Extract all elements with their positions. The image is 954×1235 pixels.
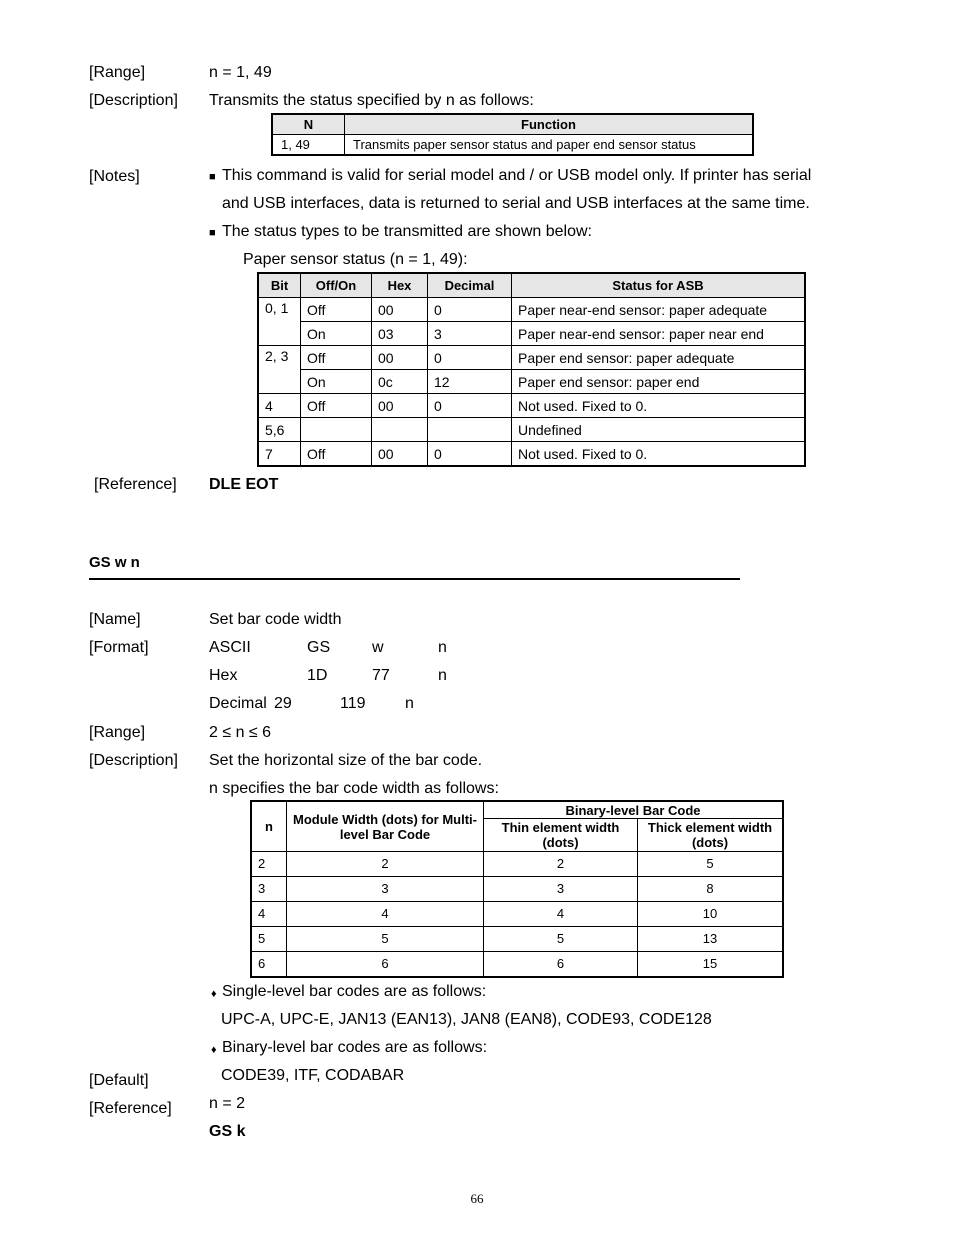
width-table-header: n xyxy=(251,801,287,852)
table-row xyxy=(258,298,805,322)
single-level-label: Single-level bar codes are as follows: xyxy=(222,983,487,1000)
description-text: Transmits the status specified by n as follows: xyxy=(209,92,534,109)
width-table-header: Binary-level Bar Code xyxy=(484,801,784,819)
bullet-square-icon: ■ xyxy=(209,171,216,183)
single-level-list: UPC-A, UPC-E, JAN13 (EAN13), JAN8 (EAN8), CODE93, CODE128 xyxy=(221,1011,712,1028)
table-cell: 3 xyxy=(287,877,484,902)
table-cell: Undefined xyxy=(512,418,806,442)
table-row xyxy=(258,394,805,418)
reference-label: [Reference] xyxy=(94,476,177,493)
bullet-diamond-icon: ♦ xyxy=(211,1044,217,1056)
format-cell: n xyxy=(405,695,414,712)
command-heading: GS w n xyxy=(89,554,140,571)
table-cell xyxy=(428,418,512,442)
table-cell: Off xyxy=(301,394,372,418)
description-label: [Description] xyxy=(89,92,178,109)
reference-label: [Reference] xyxy=(89,1100,172,1117)
format-cell: n xyxy=(438,639,447,656)
table-cell: 3 xyxy=(484,877,638,902)
format-label: [Format] xyxy=(89,639,149,656)
format-cell: 29 xyxy=(274,695,292,712)
status-table xyxy=(257,272,806,467)
table-cell: 2, 3 xyxy=(258,346,301,394)
range-value: n = 1, 49 xyxy=(209,64,272,81)
table-cell: 0 xyxy=(428,298,512,322)
description-line-1: Set the horizontal size of the bar code. xyxy=(209,752,483,769)
default-value: n = 2 xyxy=(209,1095,246,1112)
range-label: [Range] xyxy=(89,64,146,81)
heading-rule xyxy=(89,578,740,580)
table-cell: 03 xyxy=(372,322,428,346)
function-table-header: Function xyxy=(345,114,754,135)
table-cell xyxy=(372,418,428,442)
table-cell: 1, 49 xyxy=(272,135,345,156)
table-cell: 2 xyxy=(251,852,287,877)
table-cell: 4 xyxy=(287,902,484,927)
width-table-header: Thin element width (dots) xyxy=(484,819,638,852)
range-value: 2 ≤ n ≤ 6 xyxy=(209,724,272,741)
table-cell xyxy=(301,418,372,442)
note-2: The status types to be transmitted are shown below: xyxy=(222,223,592,240)
table-cell: Paper near-end sensor: paper near end xyxy=(512,322,806,346)
table-row xyxy=(272,135,753,156)
table-row xyxy=(258,322,805,346)
table-cell: 10 xyxy=(638,902,784,927)
table-cell: 5 xyxy=(251,927,287,952)
table-cell: 4 xyxy=(251,902,287,927)
name-value: Set bar code width xyxy=(209,611,342,628)
table-cell: 4 xyxy=(484,902,638,927)
table-cell: 8 xyxy=(638,877,784,902)
table-cell: 12 xyxy=(428,370,512,394)
table-row xyxy=(258,442,805,467)
table-cell: 0 xyxy=(428,442,512,467)
binary-level-label: Binary-level bar codes are as follows: xyxy=(222,1039,488,1056)
table-cell: 6 xyxy=(251,952,287,978)
function-table xyxy=(271,113,754,156)
table-cell: 00 xyxy=(372,442,428,467)
table-row xyxy=(258,370,805,394)
bar-code-width-table xyxy=(250,800,784,978)
reference-value: GS k xyxy=(209,1123,246,1140)
format-cell: n xyxy=(438,667,447,684)
table-cell: Transmits paper sensor status and paper end sensor status xyxy=(345,135,754,156)
status-table-header: Decimal xyxy=(428,273,512,298)
table-cell: 3 xyxy=(428,322,512,346)
table-cell: 5 xyxy=(484,927,638,952)
format-cell: Decimal xyxy=(209,695,267,712)
table-cell: 0, 1 xyxy=(258,298,301,346)
table-cell: Off xyxy=(301,298,372,322)
width-table-header: Thick element width (dots) xyxy=(638,819,784,852)
table-row xyxy=(251,852,783,877)
table-cell: 5 xyxy=(287,927,484,952)
format-cell: 77 xyxy=(372,667,390,684)
status-table-header: Status for ASB xyxy=(512,273,806,298)
table-cell: 13 xyxy=(638,927,784,952)
table-cell: 3 xyxy=(251,877,287,902)
table-cell: 0 xyxy=(428,394,512,418)
function-table-header: N xyxy=(272,114,345,135)
reference-value: DLE EOT xyxy=(209,476,279,493)
format-cell: 119 xyxy=(340,695,366,712)
table-cell: 5 xyxy=(638,852,784,877)
format-cell: Hex xyxy=(209,667,238,684)
status-table-header: Off/On xyxy=(301,273,372,298)
width-table-header: Module Width (dots) for Multi-level Bar Code xyxy=(287,801,484,852)
table-cell: 00 xyxy=(372,394,428,418)
name-label: [Name] xyxy=(89,611,141,628)
notes-label: [Notes] xyxy=(89,168,140,185)
table-cell: Off xyxy=(301,442,372,467)
description-line-2: n specifies the bar code width as follows: xyxy=(209,780,499,797)
table-cell: 6 xyxy=(484,952,638,978)
table-cell: Paper end sensor: paper adequate xyxy=(512,346,806,370)
note-1-line-2: and USB interfaces, data is returned to serial and USB interfaces at the same time. xyxy=(222,195,810,212)
format-cell: w xyxy=(372,639,384,656)
table-row xyxy=(251,952,783,978)
note-1-line-1: This command is valid for serial model and / or USB model only. If printer has serial xyxy=(222,167,812,184)
format-cell: ASCII xyxy=(209,639,251,656)
table-row xyxy=(258,346,805,370)
table-cell: Off xyxy=(301,346,372,370)
default-label: [Default] xyxy=(89,1072,149,1089)
table-cell: 0c xyxy=(372,370,428,394)
status-table-header: Hex xyxy=(372,273,428,298)
bullet-diamond-icon: ♦ xyxy=(211,988,217,1000)
bullet-square-icon: ■ xyxy=(209,227,216,239)
table-cell: Paper end sensor: paper end xyxy=(512,370,806,394)
table-cell: 00 xyxy=(372,298,428,322)
page-number: 66 xyxy=(470,1191,484,1206)
format-cell: 1D xyxy=(307,667,328,684)
table-cell: On xyxy=(301,322,372,346)
binary-level-list: CODE39, ITF, CODABAR xyxy=(221,1067,405,1084)
table-row xyxy=(258,418,805,442)
table-cell: Not used. Fixed to 0. xyxy=(512,442,806,467)
table-cell: 4 xyxy=(258,394,301,418)
table-row xyxy=(251,902,783,927)
table-cell: 0 xyxy=(428,346,512,370)
table-cell: 5,6 xyxy=(258,418,301,442)
description-label: [Description] xyxy=(89,752,178,769)
table-cell: 15 xyxy=(638,952,784,978)
format-cell: GS xyxy=(307,639,331,656)
table-cell: On xyxy=(301,370,372,394)
range-label: [Range] xyxy=(89,724,146,741)
table-cell: 2 xyxy=(287,852,484,877)
table-cell: Not used. Fixed to 0. xyxy=(512,394,806,418)
table-row xyxy=(251,927,783,952)
table-cell: 2 xyxy=(484,852,638,877)
table-cell: 7 xyxy=(258,442,301,467)
status-caption: Paper sensor status (n = 1, 49): xyxy=(243,251,468,268)
table-cell: 6 xyxy=(287,952,484,978)
table-cell: 00 xyxy=(372,346,428,370)
status-table-header: Bit xyxy=(258,273,301,298)
table-cell: Paper near-end sensor: paper adequate xyxy=(512,298,806,322)
table-row xyxy=(251,877,783,902)
